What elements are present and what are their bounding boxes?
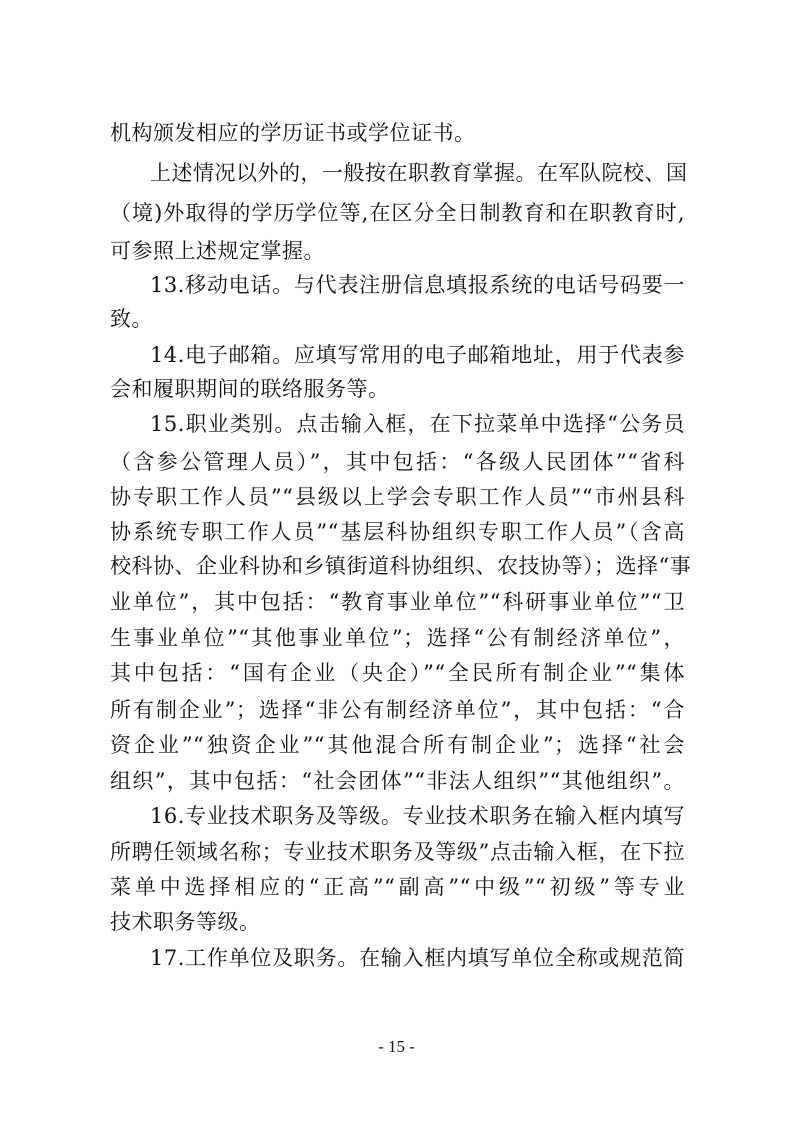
text-line: 协系统专职工作人员”“基层科协组织专职工作人员”（含高: [110, 520, 685, 544]
section-13: 13.移动电话。与代表注册信息填报系统的电话号码要一: [150, 273, 685, 297]
text-line: 所聘任领域名称；专业技术职务及等级”点击输入框，在下拉: [110, 840, 685, 864]
text-line: 生事业单位”“其他事业单位”；选择“公有制经济单位”，: [110, 626, 685, 650]
text-line: 上述情况以外的，一般按在职教育掌握。在军队院校、国: [150, 161, 688, 185]
text-line: 技术职务等级。: [110, 910, 261, 934]
text-line: 会和履职期间的联络服务等。: [110, 377, 390, 401]
text-line: 组织”，其中包括：“社会团体”“非法人组织”“其他组织”。: [110, 769, 685, 793]
text-line: 资企业”“独资企业”“其他混合所有制企业”；选择“社会: [110, 733, 685, 757]
page-number: - 15 -: [378, 1037, 415, 1056]
text-line: （含参公管理人员）”，其中包括：“各级人民团体”“省科: [110, 450, 685, 474]
text-line: （境)外取得的学历学位等,在区分全日制教育和在职教育时,: [110, 201, 685, 225]
text-line: 致。: [110, 307, 153, 331]
text-line: 所有制企业”；选择“非公有制经济单位”，其中包括：“合: [110, 698, 685, 722]
section-15: 15.职业类别。点击输入框，在下拉菜单中选择“公务员: [150, 412, 685, 436]
text-line: 可参照上述规定掌握。: [110, 239, 325, 263]
text-line: 校科协、企业科协和乡镇街道科协组织、农技协等）；选择“事: [110, 554, 692, 578]
text-line: 菜单中选择相应的“正高”“副高”“中级”“初级”等专业: [110, 875, 685, 899]
section-17: 17.工作单位及职务。在输入框内填写单位全称或规范简: [150, 946, 685, 970]
text-line: 其中包括：“国有企业（央企）”“全民所有制企业”“集体: [110, 661, 685, 685]
text-line: 业单位”，其中包括：“教育事业单位”“科研事业单位”“卫: [110, 590, 685, 614]
section-16: 16.专业技术职务及等级。专业技术职务在输入框内填写: [150, 804, 685, 828]
section-14: 14.电子邮箱。应填写常用的电子邮箱地址，用于代表参: [150, 343, 685, 367]
text-line: 机构颁发相应的学历证书或学位证书。: [110, 121, 476, 145]
text-line: 协专职工作人员”“县级以上学会专职工作人员”“市州县科: [110, 485, 685, 509]
